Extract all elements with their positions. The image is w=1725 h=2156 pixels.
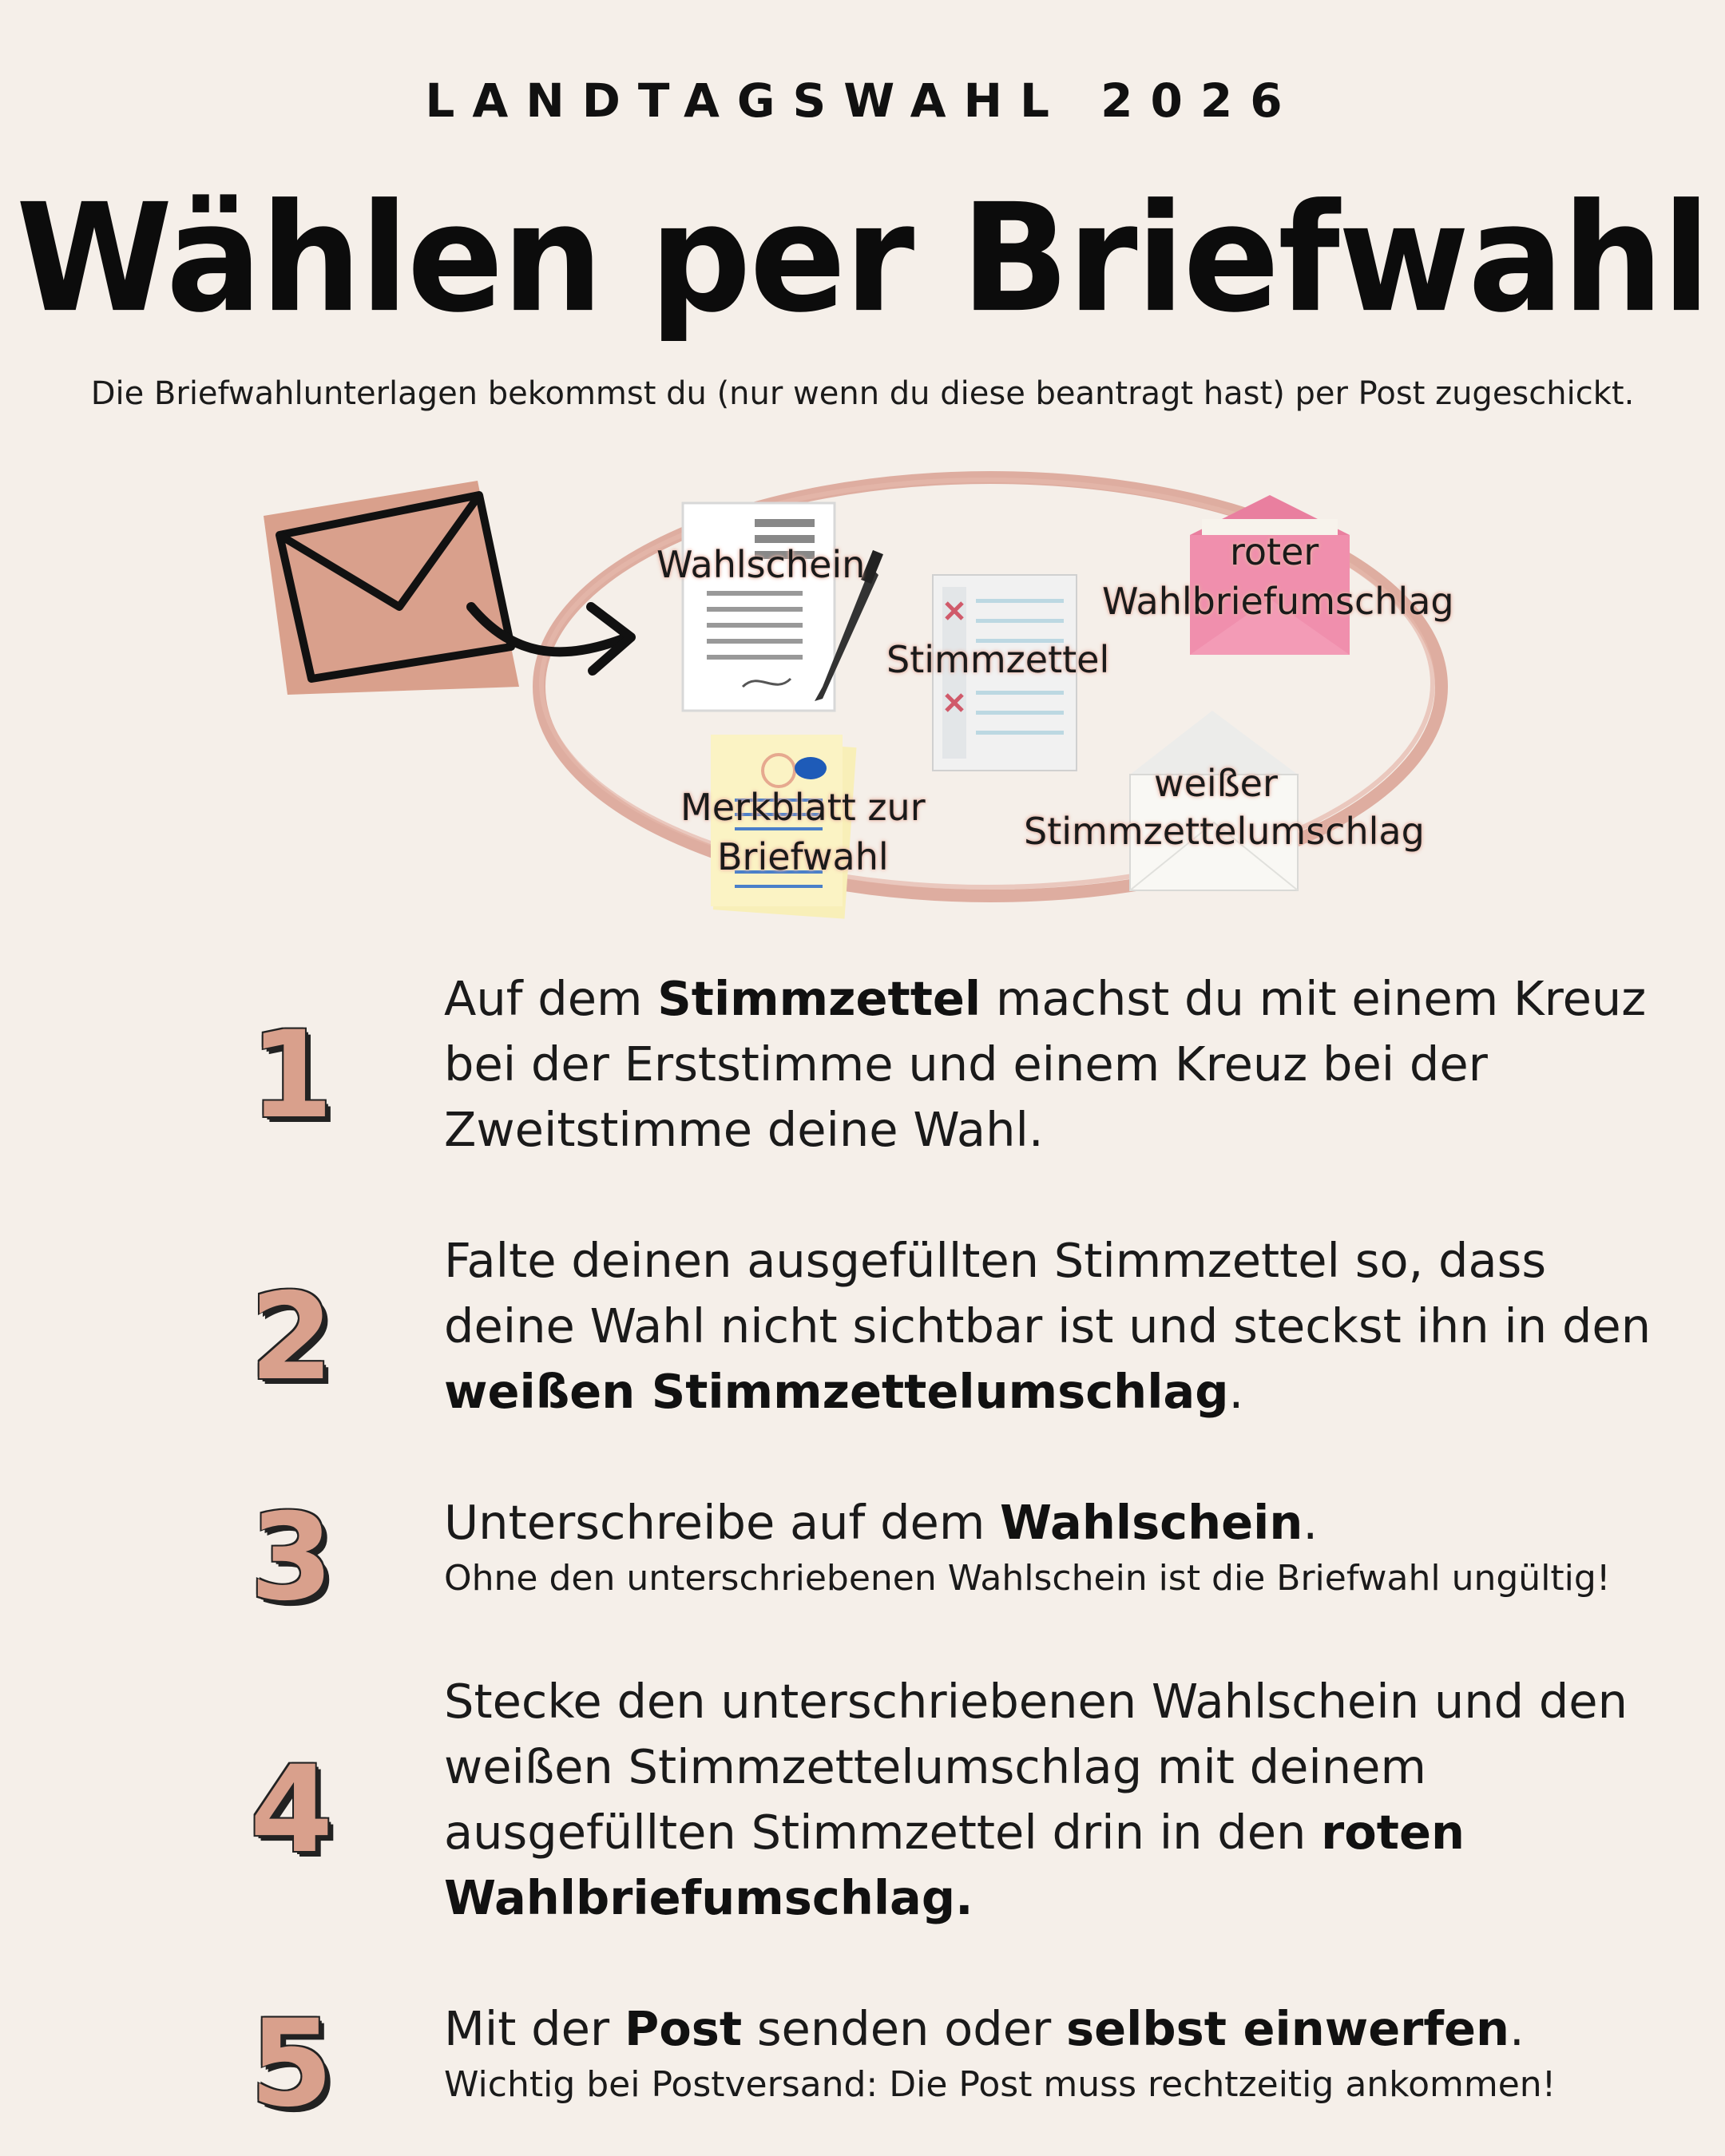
page-title: Wählen per Briefwahl xyxy=(15,171,1710,346)
label-wahlschein: Wahlschein xyxy=(656,543,866,586)
label-weisser-line1: weißer xyxy=(1154,762,1278,805)
label-merkblatt-line2: Briefwahl xyxy=(717,835,889,878)
label-stimmzettel: Stimmzettel xyxy=(886,638,1110,681)
step-text: Auf dem Stimmzettel machst du mit einem Kreuz bei der Erststimme und einem Kreuz bei der Zweitstimme deine Wahl. xyxy=(444,971,1647,1157)
label-weisser-line2: Stimmzettelumschlag xyxy=(1024,810,1425,853)
label-roter-line2: Wahlbriefumschlag xyxy=(1102,580,1454,623)
step-number: 3 xyxy=(249,1488,334,1627)
step-number: 5 xyxy=(249,1995,334,2134)
document-icon xyxy=(683,503,835,711)
step-number: 1 xyxy=(249,1006,334,1145)
step-number: 4 xyxy=(249,1741,334,1880)
subtitle: Die Briefwahlunterlagen bekommst du (nur wenn du diese beantragt hast) per Post zugeschickt. xyxy=(90,375,1635,412)
step-text: Falte deinen ausgefüllten Stimmzettel so, dass deine Wahl nicht sichtbar ist und steckst ihn in den weißen Stimmzettelumschlag. xyxy=(444,1233,1652,1419)
kicker: LANDTAGSWAHL 2026 xyxy=(425,73,1300,128)
step-note: Ohne den unterschriebenen Wahlschein ist die Briefwahl ungültig! xyxy=(444,1558,1611,1599)
envelope-icon xyxy=(264,481,519,695)
step-text: Mit der Post senden oder selbst einwerfen. Wichtig bei Postversand: Die Post muss rechtzeitig ankommen! xyxy=(444,1996,1690,2108)
illustration xyxy=(0,447,1725,926)
step-text: Unterschreibe auf dem Wahlschein. Ohne den unterschriebenen Wahlschein ist die Briefwahl ungültig! xyxy=(444,1490,1690,1602)
step-note: Wichtig bei Postversand: Die Post muss rechtzeitig ankommen! xyxy=(444,2064,1556,2105)
label-merkblatt-line1: Merkblatt zur xyxy=(680,786,926,829)
label-roter-line1: roter xyxy=(1230,530,1319,573)
step-number: 2 xyxy=(249,1268,334,1407)
step-text: Stecke den unterschriebenen Wahlschein und den weißen Stimmzettelumschlag mit deinem ausgefüllten Stimmzettel drin in den roten Wahlbriefumschlag. xyxy=(444,1674,1628,1925)
